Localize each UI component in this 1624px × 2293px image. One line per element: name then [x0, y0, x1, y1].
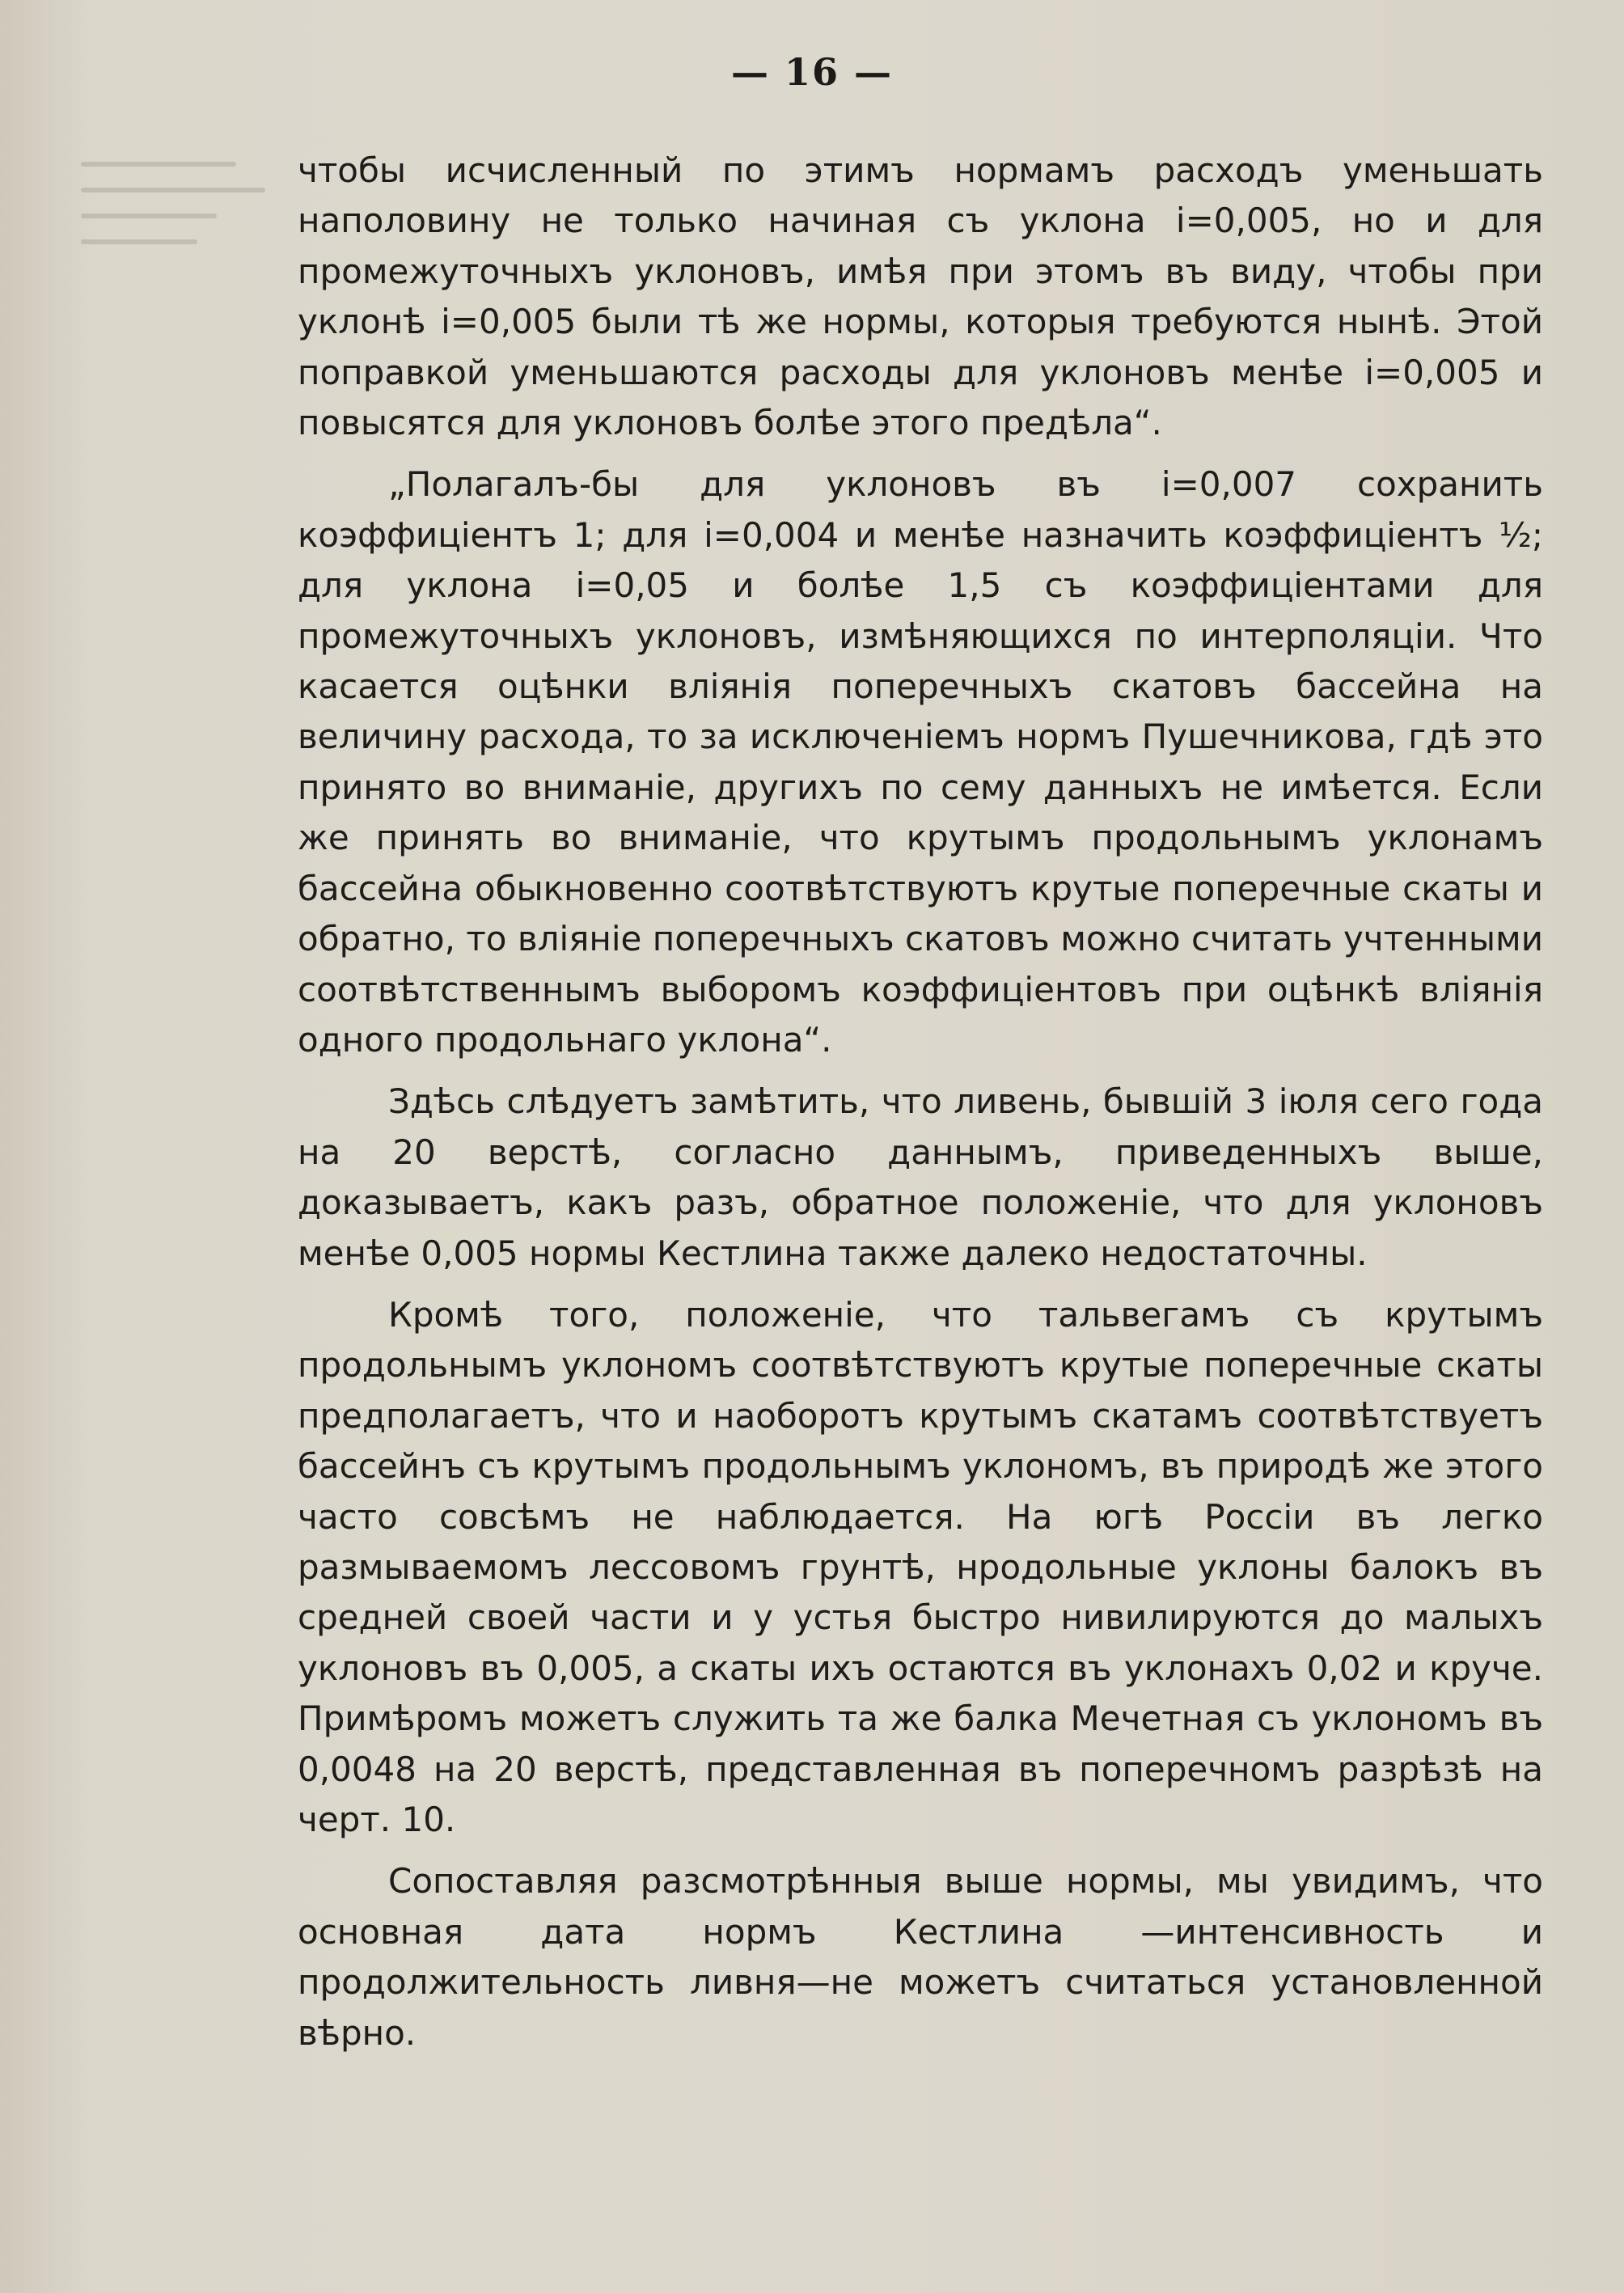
paragraph: Кромѣ того, положеніе, что тальвегамъ съ крутымъ продольнымъ уклономъ соотвѣтствуютъ крутые поперечные скаты предполагаетъ, что и наоборотъ крутымъ скатамъ соотвѣтствуетъ бассейнъ съ крутымъ продольнымъ уклономъ, въ природѣ же этого часто совсѣмъ не наблюдается. На югѣ Россіи въ легко размываемомъ лессовомъ грунтѣ, нродольные уклоны балокъ въ средней своей части и у устья быстро нивилируются до малыхъ уклоновъ въ 0,005, а скаты ихъ остаются въ уклонахъ 0,02 и круче. Примѣромъ можетъ служить та же балка Мечетная съ уклономъ въ 0,0048 на 20 верстѣ, представленная въ поперечномъ разрѣзѣ на черт. 10.: [298, 1294, 1543, 1839]
paragraph: чтобы исчисленный по этимъ нормамъ расходъ уменьшать наполовину не только начиная съ уклона i=0,005, но и для промежуточныхъ уклоновъ, имѣя при этомъ въ виду, чтобы при уклонѣ i=0,005 были тѣ же нормы, которыя требуются нынѣ. Этой поправкой уменьшаются расходы для уклоновъ менѣе i=0,005 и повысятся для уклоновъ болѣе этого предѣла“.: [298, 150, 1543, 443]
body-text: [298, 146, 1543, 2070]
paragraph: Здѣсь слѣдуетъ замѣтить, что ливень, бывшій 3 іюля сего года на 20 верстѣ, согласно даннымъ, приведенныхъ выше, доказываетъ, какъ разъ, обратное положеніе, что для уклоновъ менѣе 0,005 нормы Кестлина также далеко недостаточны.: [298, 1081, 1543, 1273]
page-number: — 16 —: [730, 50, 894, 94]
paragraph: „Полагалъ-бы для уклоновъ въ i=0,007 сохранить коэффиціентъ 1; для i=0,004 и менѣе назначить коэффиціентъ ½; для уклона i=0,05 и болѣе 1,5 съ коэффиціентами для промежуточныхъ уклоновъ, измѣняющихся по интерполяціи. Что касается оцѣнки вліянія поперечныхъ скатовъ бассейна на величину расхода, то за исключеніемъ нормъ Пушечникова, гдѣ это принято во вниманіе, другихъ по сему данныхъ не имѣется. Если же принять во вниманіе, что крутымъ продольнымъ уклонамъ бассейна обыкновенно соотвѣтствуютъ крутые поперечные скаты и обратно, то вліяніе поперечныхъ скатовъ можно считать учтенными соотвѣтственнымъ выборомъ коэффиціентовъ при оцѣнкѣ вліянія одного продольнаго уклона“.: [298, 464, 1543, 1060]
paragraph: Сопоставляя разсмотрѣнныя выше нормы, мы увидимъ, что основная дата нормъ Кестлина —интенсивность и продолжительность ливня—не можетъ считаться установленной вѣрно.: [298, 1861, 1543, 2053]
faint-margin-bleedthrough: [81, 162, 275, 299]
